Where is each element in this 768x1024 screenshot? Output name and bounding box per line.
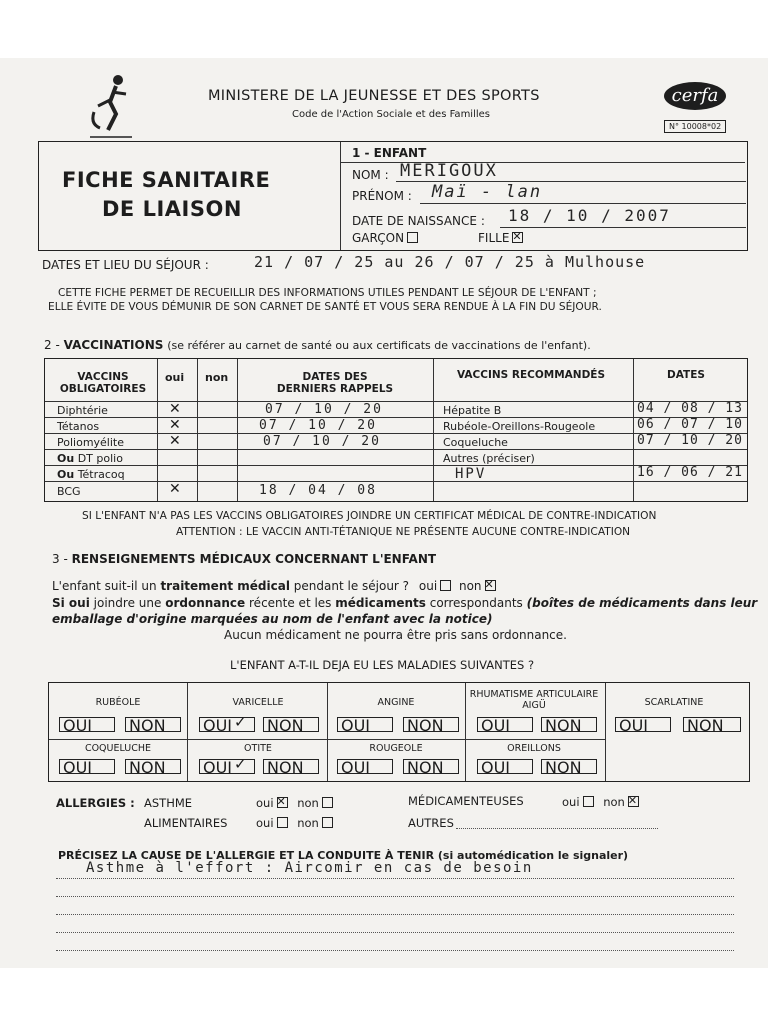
col-vaccins-recommandes: VACCINS RECOMMANDÉS [457,369,606,381]
alimentaires-options [256,816,333,830]
ministry-name: MINISTERE DE LA JEUNESSE ET DES SPORTS [208,88,540,104]
recommande-date[interactable]: 06 / 07 / 10 [637,417,743,432]
oui-label: OUI [341,758,371,777]
oui-text: oui [256,796,274,810]
medicamenteuses-non-checkbox[interactable] [628,796,639,807]
cerfa-logo [664,82,726,110]
maladie-name: RHUMATISME ARTICULAIRE AIGÜ [469,689,599,711]
medicamenteuses-label: MÉDICAMENTEUSES [408,794,524,808]
vaccin-note1: SI L'ENFANT N'A PAS LES VACCINS OBLIGATOIRES JOINDRE UN CERTIFICAT MÉDICAL DE CONTRE-INDICATION [82,510,657,522]
col-dates-rappels: DATES DES DERNIERS RAPPELS [276,371,394,395]
col-vaccins-obligatoires: VACCINS OBLIGATOIRES [59,371,147,395]
dotted-line [56,896,734,897]
maladies-table [48,682,750,782]
autres-line[interactable] [456,828,658,829]
vaccin-row-oui[interactable]: ✕ [169,401,181,417]
oui-label: OUI [203,716,233,735]
precisez-value[interactable]: Asthme à l'effort : Aircomir en cas de besoin [86,860,533,876]
vaccin-row-oui[interactable]: ✕ [169,481,181,497]
naissance-value[interactable]: 18 / 10 / 2007 [508,206,671,225]
recommande-name-hpv[interactable]: HPV [455,466,487,482]
alimentaires-non-checkbox[interactable] [322,817,333,828]
garcon-option[interactable] [352,231,418,245]
oui-box[interactable] [199,755,255,777]
intro-line1: CETTE FICHE PERMET DE RECUEILLIR DES INFORMATIONS UTILES PENDANT LE SÉJOUR DE L'ENFANT ; [58,287,597,299]
vaccin-row-oui[interactable]: ✕ [169,417,181,433]
vaccin-row-date[interactable]: 18 / 04 / 08 [259,483,377,498]
ordonnance-note: Aucun médicament ne pourra être pris sans ordonnance. [224,628,567,642]
non-box[interactable] [263,758,319,777]
garcon-label: GARÇON [352,231,405,245]
non-label: NON [545,758,582,777]
vaccin-row-date[interactable]: 07 / 10 / 20 [259,418,377,433]
asthme-label: ASTHME [144,796,193,810]
vaccinations-note: (se référer au carnet de santé ou aux certificats de vaccinations de l'enfant). [167,339,591,352]
recommande-name: Rubéole-Oreillons-Rougeole [443,420,596,433]
q2a: Si oui [52,596,90,610]
prenom-label: PRÉNOM : [352,189,412,203]
q2e: médicaments [335,596,426,610]
non-label: NON [129,716,166,735]
name: Tétracoq [77,468,125,481]
col-non: non [205,371,229,384]
non-box[interactable] [403,716,459,735]
medical-title: RENSEIGNEMENTS MÉDICAUX CONCERNANT L'ENFANT [71,552,437,566]
vaccin-note2: ATTENTION : LE VACCIN ANTI-TÉTANIQUE NE PRÉSENTE AUCUNE CONTRE-INDICATION [176,526,631,538]
dotted-line [56,932,734,933]
maladie-name: VARICELLE [232,697,284,708]
oui-text: oui [562,795,580,809]
autres-label: AUTRES [408,816,454,830]
q2g: (boîtes de médicaments dans leur [526,596,758,610]
cerfa-label: cerfa [671,85,719,106]
check-mark: ✓ [234,713,247,731]
non-box[interactable] [263,716,319,735]
vaccin-row-oui[interactable]: ✕ [169,433,181,449]
q1c: pendant le séjour ? [293,579,410,593]
intro-line2: ELLE ÉVITE DE VOUS DÉMUNIR DE SON CARNET DE SANTÉ ET VOUS SERA RENDUE À LA FIN DU SÉJOUR. [48,301,602,313]
non-text: non [297,796,319,810]
dotted-line [56,914,734,915]
non-box[interactable] [125,716,181,735]
q2d: récente et les [249,596,332,610]
non-label: NON [129,758,166,777]
non-box[interactable] [125,758,181,777]
vaccin-row-name: BCG [57,485,81,498]
prefix: Ou [57,468,75,481]
fille-option[interactable] [478,231,523,245]
fille-label: FILLE [478,231,510,245]
oui-box[interactable] [615,716,671,735]
vaccin-row-date[interactable]: 07 / 10 / 20 [263,434,381,449]
vaccinations-table [44,358,748,502]
non-text: non [297,816,319,830]
oui-label: OUI [619,716,649,735]
code-text: Code de l'Action Sociale et des Familles [292,109,491,120]
sejour-value[interactable]: 21 / 07 / 25 au 26 / 07 / 25 à Mulhouse [254,253,646,271]
non-box[interactable] [683,716,741,735]
vaccin-row-name: Diphtérie [57,404,108,417]
asthme-non-checkbox[interactable] [322,797,333,808]
form-page [0,58,768,968]
title-line1: FICHE SANITAIRE [62,168,271,192]
oui-box[interactable] [337,758,393,777]
vaccinations-title: VACCINATIONS [63,338,164,352]
non-label: NON [267,716,304,735]
recommande-date[interactable]: 04 / 08 / 13 [637,401,743,416]
oui-box[interactable] [337,716,393,735]
non-label: NON [407,716,444,735]
maladie-name: ROUGEOLE [369,743,423,754]
asthme-oui-checkbox[interactable] [277,797,288,808]
maladie-name: RUBÉOLE [95,697,141,708]
oui-label: OUI [63,758,93,777]
oui-label: OUI [63,716,93,735]
traitement-oui-checkbox[interactable] [440,580,451,591]
oui-label: OUI [481,758,511,777]
precisez-label: PRÉCISEZ LA CAUSE DE L'ALLERGIE ET LA CONDUITE À TENIR (si automédication le signaler) [58,849,629,862]
vaccin-row-name: Poliomyélite [57,436,124,449]
non-label: NON [267,758,304,777]
traitement-question [52,579,496,593]
q2b: joindre une [93,596,162,610]
non-label: NON [545,716,582,735]
medical-num: 3 - [52,552,68,566]
oui-label: OUI [203,758,233,777]
recommande-name: Hépatite B [443,404,502,417]
dotted-line [56,878,734,879]
oui-box[interactable] [59,716,115,735]
q2c: ordonnance [165,596,246,610]
alimentaires-label: ALIMENTAIRES [144,816,228,830]
vaccin-row-name: Tétanos [57,420,100,433]
ordonnance-line1 [52,596,757,610]
ministry-logo [86,72,136,142]
maladie-name: OREILLONS [507,743,561,754]
garcon-checkbox[interactable] [407,232,418,243]
maladie-name: ANGINE [377,697,415,708]
prenom-value[interactable]: Maï - lan [432,182,543,202]
prefix: Ou [57,452,75,465]
oui-text: oui [256,816,274,830]
oui-box[interactable] [477,716,533,735]
q2f: correspondants [429,596,523,610]
vaccin-row-date[interactable]: 07 / 10 / 20 [265,402,383,417]
nom-value[interactable]: MERIGOUX [400,161,498,181]
check-mark: ✓ [234,755,247,773]
asthme-options [256,796,333,810]
non-text: non [603,795,625,809]
oui-label: OUI [341,716,371,735]
col-dates: DATES [667,369,705,381]
oui-box[interactable] [477,758,533,777]
maladie-name: SCARLATINE [644,697,704,708]
naissance-line [500,227,746,228]
vaccin-row-name-ou-tetracoq [57,468,125,481]
recommande-date[interactable]: 16 / 06 / 21 [637,465,743,480]
vaccinations-heading [44,338,591,352]
non-box[interactable] [403,758,459,777]
fille-checkbox[interactable] [512,232,523,243]
enfant-section-title: 1 - ENFANT [352,146,427,160]
q1a: L'enfant suit-il un [52,579,157,593]
non-label: NON [407,758,444,777]
oui-box[interactable] [199,713,255,735]
traitement-non-checkbox[interactable] [485,580,496,591]
sejour-label: DATES ET LIEU DU SÉJOUR : [42,258,209,272]
maladie-name: COQUELUCHE [84,743,152,754]
recommande-name: Autres (préciser) [443,452,535,465]
non-box[interactable] [541,716,597,735]
alimentaires-oui-checkbox[interactable] [277,817,288,828]
non-label: NON [687,716,724,735]
dotted-line [56,950,734,951]
non-box[interactable] [541,758,597,777]
maladies-question: L'ENFANT A-T-IL DEJA EU LES MALADIES SUIVANTES ? [230,658,535,672]
ordonnance-line2: emballage d'origine marquées au nom de l'enfant avec la notice) [52,612,493,626]
cerfa-number: N° 10008*02 [664,120,726,133]
medical-heading [52,552,436,566]
recommande-date[interactable]: 07 / 10 / 20 [637,433,743,448]
nom-label: NOM : [352,168,389,182]
name: DT polio [77,452,123,465]
recommande-name: Coqueluche [443,436,508,449]
maladie-name: OTITE [244,743,272,754]
medicamenteuses-options [562,795,639,809]
oui-box[interactable] [59,758,115,777]
q1b: traitement médical [160,579,290,593]
col-oui: oui [165,371,185,384]
enfant-divider [340,142,341,250]
prenom-line [420,203,746,204]
q1-non: non [458,579,482,593]
title-line2: DE LIAISON [102,197,242,221]
medicamenteuses-oui-checkbox[interactable] [583,796,594,807]
q1-oui: oui [418,579,438,593]
naissance-label: DATE DE NAISSANCE : [352,214,485,228]
vaccin-row-name-ou-dt [57,452,123,465]
allergies-label: ALLERGIES : [56,796,135,810]
vaccinations-num: 2 - [44,338,60,352]
oui-label: OUI [481,716,511,735]
